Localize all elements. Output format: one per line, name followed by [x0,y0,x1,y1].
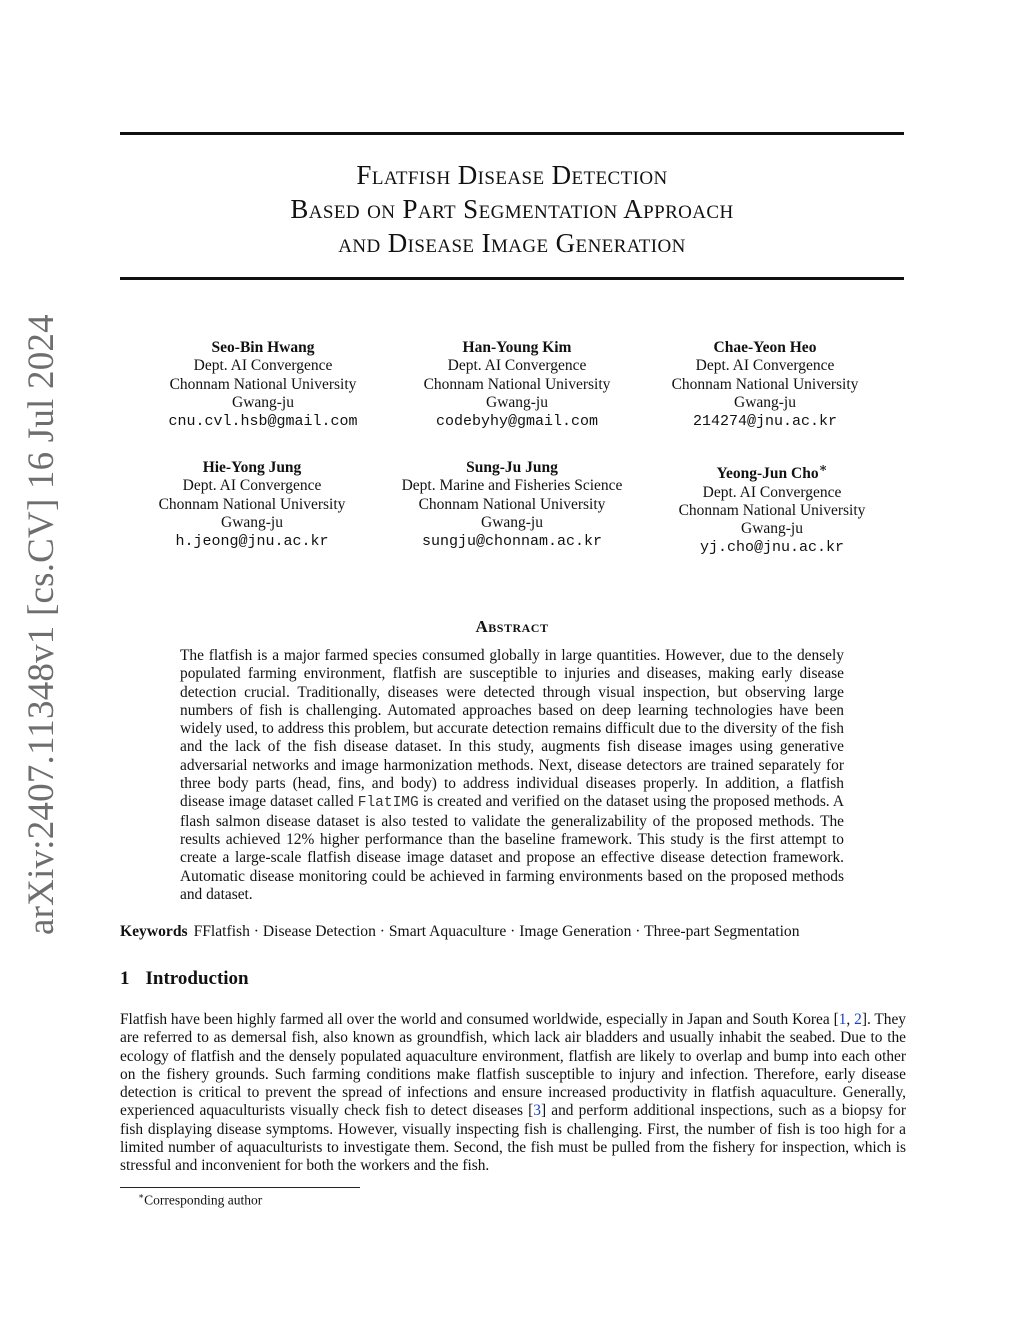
footnote-rule [120,1187,360,1188]
intro-paragraph: Flatfish have been highly farmed all over the world and consumed worldwide, especially in Japan and South Korea [1, 2]. They are referred to as demersal fish, also known as groundfish, which lack air bladders and usually inhabit the seabed. Due to the ecology of flatfish and the densely populated aquaculture environment, flatfish are likely to overlap and bump into each other on the fishery grounds. Such farming conditions make flatfish susceptible to injury and infection. Therefore, early disease detection is critical to prevent the spread of infections and ensure increased productivity in flatfish aquaculture. Generally, experienced aquaculturists visually check fish to detect diseases [3] and perform additional inspections, such as a biopsy for fish displaying disease symptoms. However, visually inspecting fish is challenging. First, the number of fish is too high for a limited number of aquaculturists to investigate them. Second, the fish must be pulled from the fishery for inspection, which is stressful and inconvenient for both the workers and the fish. [120,1011,907,1175]
footnote-mark: ∗ [138,1191,145,1201]
paper-title [120,158,904,260]
footnote-text: Corresponding author [144,1192,263,1208]
dataset-name: FlatIMG [357,795,419,812]
author-city: Gwang-ju [221,514,283,532]
author-block [387,339,647,431]
author-dept: Dept. AI Convergence [193,357,333,375]
title-top-rule [120,132,904,135]
author-email[interactable]: 214274@jnu.ac.kr [692,412,838,430]
author-university: Chonnam National University [418,495,606,513]
author-dept: Dept. AI Convergence [702,483,842,501]
keywords-line [120,922,904,941]
author-block [635,339,895,431]
author-city: Gwang-ju [734,394,796,412]
author-email[interactable]: codebyhy@gmail.com [435,412,599,430]
author-email[interactable]: cnu.cvl.hsb@gmail.com [168,412,358,430]
abstract-body: The flatfish is a major farmed species consumed globally in large quantities. However, due to the densely populated farming environment, flatfish are susceptible to injuries and diseases, making early disease detection crucial. Traditionally, diseases were detected through visual inspection, but observing large numbers of fish is challenging. Automated approaches based on deep learning technologies have been widely used, to address this problem, but accurate detection remains difficult due to the diversity of the fish and the lack of the fish disease dataset. In this study, augments fish disease images using generative adversarial networks and image harmonization methods. Next, disease detectors are trained separately for three body parts (head, fins, and body) to address individual diseases properly. In addition, a flatfish disease image dataset called FlatIMG is created and verified on the dataset using the proposed methods. A flash salmon disease dataset is also tested to validate the generalizability of the proposed methods. The results achieved 12% higher performance than the baseline framework. This study is the first attempt to create a large-scale flatfish disease image dataset and propose an effective disease detection framework. Automatic disease monitoring could be achieved in farming environments based on the proposed methods and dataset. [180,647,844,903]
arxiv-identifier: arXiv:2407.11348v1 [cs.CV] 16 Jul 2024 [21,314,62,935]
author-email[interactable]: sungju@chonnam.ac.kr [421,532,603,550]
citation-link[interactable]: 2 [854,1011,862,1028]
abstract-heading: Abstract [475,617,549,636]
author-dept: Dept. Marine and Fisheries Science [401,477,623,495]
keywords-label: Keywords [120,923,188,940]
author-dept: Dept. AI Convergence [447,357,587,375]
author-university: Chonnam National University [423,375,611,393]
title-line-3: and Disease Image Generation [338,228,686,258]
author-dept: Dept. AI Convergence [695,357,835,375]
section-heading [120,968,249,990]
author-name: Han-Young Kim [462,339,572,356]
citation-link[interactable]: 3 [533,1102,541,1120]
author-block [642,459,902,557]
author-university: Chonnam National University [671,375,859,393]
author-name: Sung-Ju Jung [466,459,558,476]
author-block [133,339,393,431]
author-university: Chonnam National University [158,495,346,513]
author-dept: Dept. AI Convergence [182,477,322,495]
author-city: Gwang-ju [232,394,294,412]
footnote [138,1191,262,1209]
author-name: Hie-Yong Jung [202,459,302,476]
author-name: Chae-Yeon Heo [713,339,817,356]
author-name: Yeong-Jun Cho∗ [716,460,828,483]
keywords-text: FFlatfish · Disease Detection · Smart Aquaculture · Image Generation · Three-part Segmentation [193,923,800,940]
author-email[interactable]: yj.cho@jnu.ac.kr [699,538,845,556]
citation-link[interactable]: 1 [838,1011,847,1028]
title-line-1: Flatfish Disease Detection [356,160,668,190]
title-bottom-rule [120,277,904,280]
author-city: Gwang-ju [481,514,543,532]
author-university: Chonnam National University [169,375,357,393]
section-title: Introduction [145,968,249,989]
author-city: Gwang-ju [486,394,548,412]
author-block [122,459,382,551]
corresponding-mark: ∗ [818,460,828,475]
author-name: Seo-Bin Hwang [211,339,315,356]
author-university: Chonnam National University [678,501,866,519]
author-city: Gwang-ju [741,520,803,538]
author-email[interactable]: h.jeong@jnu.ac.kr [175,532,329,550]
section-number: 1 [120,968,130,989]
title-line-2: Based on Part Segmentation Approach [290,194,734,224]
author-block [382,459,642,551]
